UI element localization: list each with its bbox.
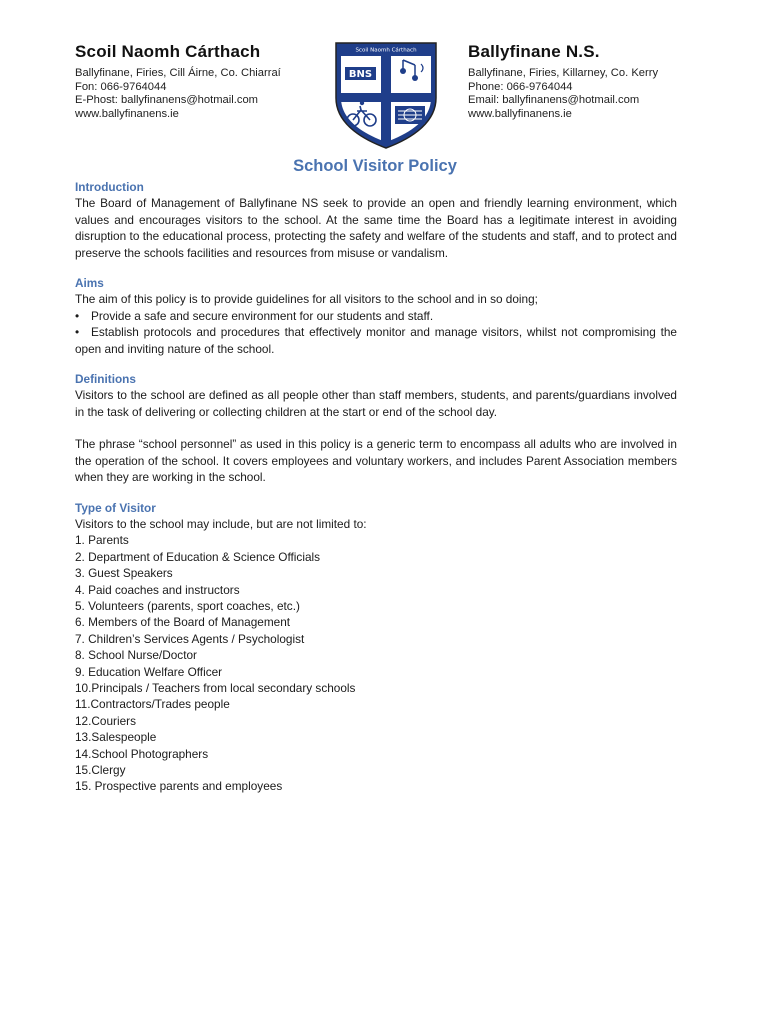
list-item: 10.Principals / Teachers from local secondary schools: [75, 680, 356, 695]
phone-english: Phone: 066-9764044: [468, 80, 573, 93]
aims-bullet: [75, 324, 677, 357]
crest-letters: BNS: [348, 69, 373, 80]
list-item: 13.Salespeople: [75, 730, 157, 745]
visitor-types-list: [75, 532, 677, 795]
school-name-english: Ballyfinane N.S.: [468, 42, 600, 61]
bullet-icon: •: [75, 308, 80, 323]
heading-type-of-visitor: Type of Visitor: [75, 500, 156, 515]
aims-bullet: [75, 308, 677, 324]
list-item: 1. Parents: [75, 533, 129, 548]
list-item: 7. Children’s Services Agents / Psychologist: [75, 631, 305, 646]
crest-banner: Scoil Naomh Cárthach: [355, 47, 417, 54]
list-item: 12.Couriers: [75, 713, 136, 728]
list-item: 3. Guest Speakers: [75, 566, 173, 581]
school-crest-icon: [333, 40, 439, 150]
list-item: 8. School Nurse/Doctor: [75, 648, 197, 663]
aims-bullet-text: Provide a safe and secure environment for our students and staff.: [91, 308, 434, 323]
address-english: Ballyfinane, Firies, Killarney, Co. Kerry: [468, 67, 659, 79]
header-irish: [75, 42, 335, 121]
list-item: 5. Volunteers (parents, sport coaches, etc.): [75, 598, 300, 613]
list-item: 4. Paid coaches and instructors: [75, 582, 240, 597]
school-name-irish: Scoil Naomh Cárthach: [75, 42, 261, 61]
definitions-paragraph-1: Visitors to the school are defined as all people other than staff members, students, and parents/guardians involved in the task of delivering or collecting children at the start or end of the school day.: [75, 388, 677, 419]
list-item: 2. Department of Education & Science Officials: [75, 549, 321, 564]
document-body: [75, 179, 677, 795]
heading-aims: Aims: [75, 276, 104, 291]
list-item: 14.School Photographers: [75, 746, 209, 761]
list-item: 15.Clergy: [75, 763, 126, 777]
aims-bullet-text: Establish protocols and procedures that effectively monitor and manage visitors, whilst not compromising the open and inviting nature of the school.: [75, 325, 677, 356]
email-english: Email: ballyfinanens@hotmail.com: [468, 94, 640, 106]
heading-introduction: Introduction: [75, 180, 144, 194]
introduction-text: The Board of Management of Ballyfinane NS seek to provide an open and friendly learning environment, which values and encourages visitors to the school. At the same time the Board has a legitimate interest in avoiding disruption to the educational process, protecting the safety and welfare of the students and staff, and to protect and preserve the schools facilities and resources from misuse or vandalism.: [75, 196, 677, 260]
list-item: 6. Members of the Board of Management: [75, 615, 291, 630]
document-title: School Visitor Policy: [293, 157, 457, 175]
header-english: [468, 42, 728, 121]
list-item: 15. Prospective parents and employees: [75, 779, 283, 794]
email-irish: E-Phost: ballyfinanens@hotmail.com: [75, 94, 258, 106]
address-irish: Ballyfinane, Firies, Cill Áirne, Co. Chiarraí: [75, 67, 281, 79]
heading-definitions: Definitions: [75, 372, 136, 387]
bullet-icon: •: [75, 325, 80, 340]
visitor-types-intro: Visitors to the school may include, but are not limited to:: [75, 516, 367, 531]
list-item: 11.Contractors/Trades people: [75, 697, 230, 712]
website-irish: www.ballyfinanens.ie: [75, 107, 179, 120]
phone-irish: Fon: 066-9764044: [75, 80, 167, 93]
website-english: www.ballyfinanens.ie: [468, 107, 572, 120]
list-item: 9. Education Welfare Officer: [75, 664, 223, 679]
definitions-paragraph-2: The phrase “school personnel” as used in this policy is a generic term to encompass all adults who are involved in the operation of the school. It covers employees and voluntary workers, and includes Parent Association members when they are working in the school.: [75, 437, 677, 485]
aims-text: The aim of this policy is to provide guidelines for all visitors to the school and in so doing;: [75, 292, 538, 307]
